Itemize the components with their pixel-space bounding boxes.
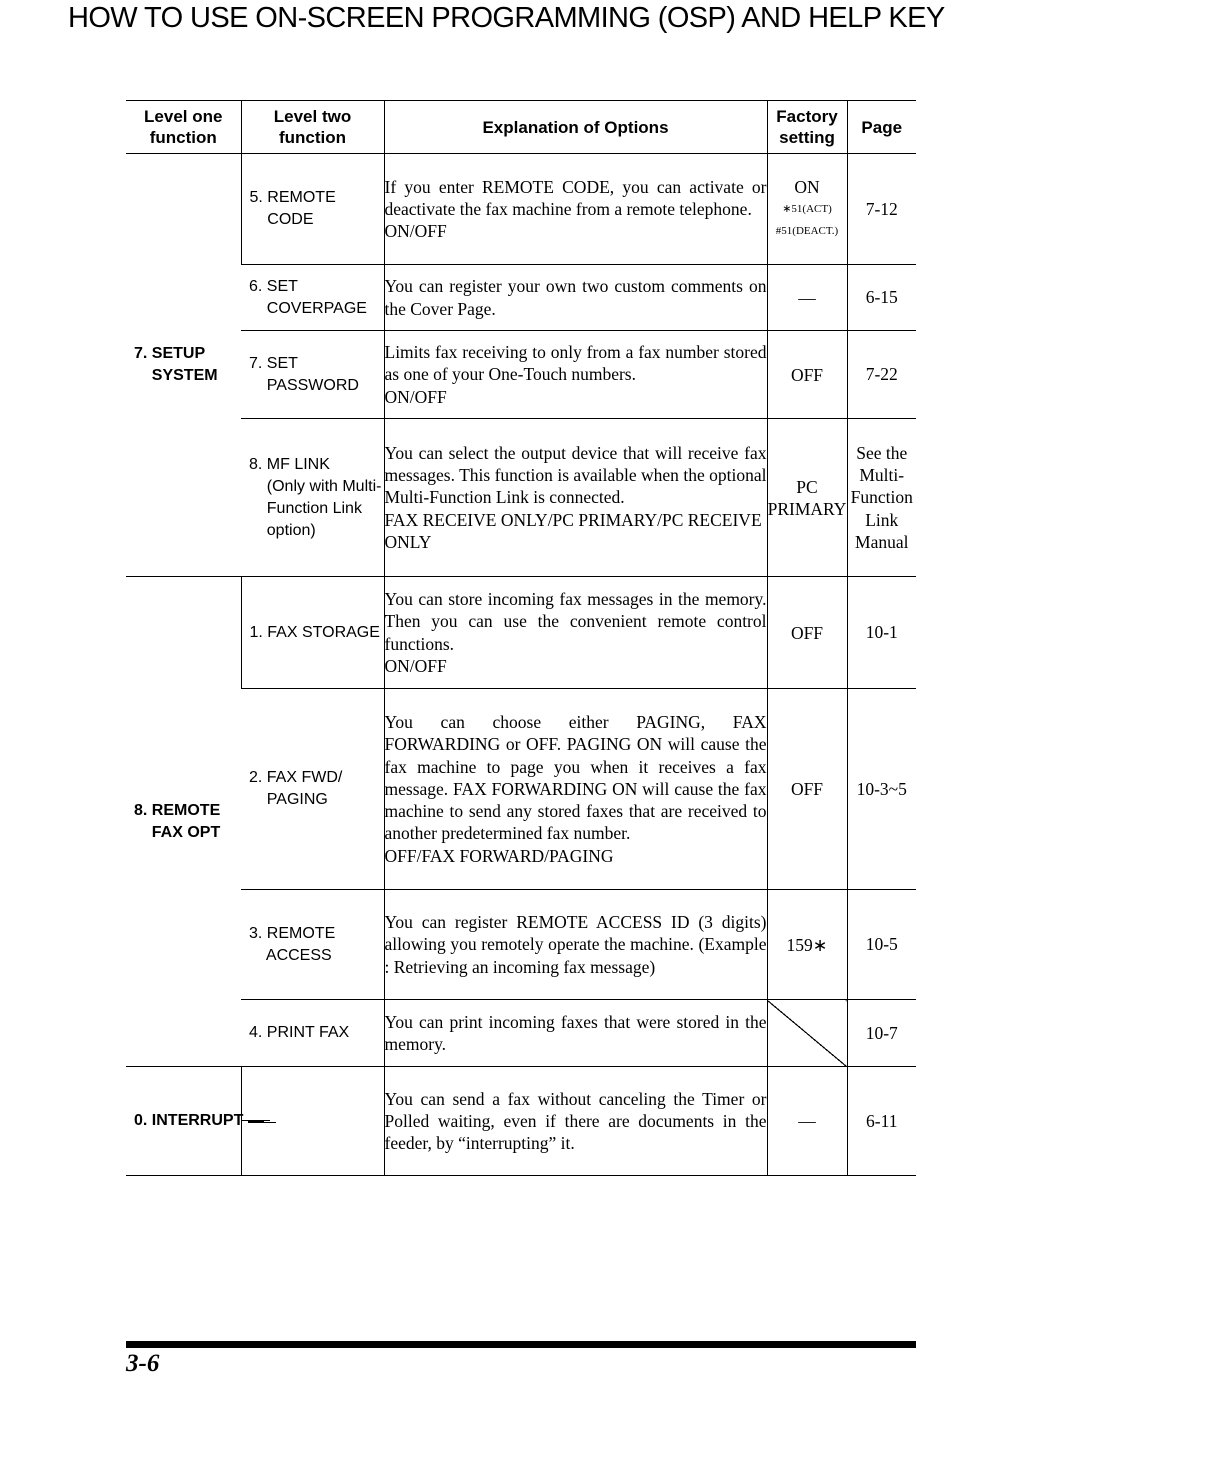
explanation-options: OFF/FAX FORWARD/PAGING [384,845,614,866]
level-two-line: 6. SET [249,277,298,295]
header-factory-line: setting [779,128,835,147]
page-reference [847,331,916,419]
footer-rule [126,1341,916,1348]
factory-setting-cell [767,419,847,577]
page-reference [847,689,916,890]
level-two-print-fax [241,1000,384,1067]
explanation-options: ON/OFF [384,221,447,242]
page-value: 10-5 [865,934,898,955]
header-level-two-line: Level two [273,107,352,126]
page-value: Link [865,509,899,530]
explanation-text: Limits fax receiving to only from a fax number stored as one of your One-Touch numbers. [384,342,767,385]
explanation-text: You can register your own two custom comments on the Cover Page. [384,276,767,319]
factory-value: 159∗ [786,934,828,955]
level-two-line: 1. FAX STORAGE [249,623,380,641]
level-two-line: 4. PRINT FAX [249,1024,350,1041]
level-two-line: PAGING [249,791,328,808]
explanation-text: You can choose either PAGING, FAX FORWARDING or OFF. PAGING ON will cause the fax machine to page you when it receives a fax message. FAX FORWARDING ON will cause the fax machine to send any stored faxes that are received to another predetermined fax number. [384,711,767,844]
explanation-cell [384,577,767,689]
factory-value: PC [796,476,818,497]
table-row [126,1000,916,1067]
level-two-remote-access [241,890,384,1000]
level-two-line: 5. REMOTE [249,189,336,206]
level-two-line: ACCESS [249,946,332,964]
explanation-options: ON/OFF [384,386,447,407]
factory-setting-not-applicable [767,1000,847,1067]
page-value: 7-12 [865,198,898,219]
explanation-cell [384,890,767,1000]
level-two-line: 7. SET [249,354,298,372]
level-two-line: (Only with Multi- [249,477,382,495]
level-two-none [241,1067,384,1176]
level-two-remote-code [241,154,384,265]
header-explanation: Explanation of Options [384,101,767,154]
table-row [126,154,916,265]
page-value: Function [850,487,913,508]
factory-setting-cell [767,689,847,890]
explanation-text: If you enter REMOTE CODE, you can activate or deactivate the fax machine from a remote telephone. [384,176,767,219]
explanation-cell [384,1000,767,1067]
header-level-one-line: function [149,128,217,147]
level-two-mf-link [241,419,384,577]
factory-value: PRIMARY [767,498,847,519]
factory-setting-cell [767,577,847,689]
explanation-cell [384,331,767,419]
page-value: 6-11 [866,1110,898,1131]
level-one-setup-system [126,154,241,577]
page-reference [847,577,916,689]
explanation-text: You can send a fax without canceling the Timer or Polled waiting, even if there are documents in the feeder, by “interrupting” it. [384,1088,767,1154]
explanation-text: You can register REMOTE ACCESS ID (3 digits) allowing you remotely operate the machine. (Example : Retrieving an incoming fax message) [384,912,767,977]
header-level-two-line: function [278,128,347,147]
page-reference [847,1000,916,1067]
explanation-text: You can select the output device that will receive fax messages. This function is available when the optional Multi-Function Link is connected. [384,442,767,508]
level-one-line: 8. REMOTE [134,801,221,819]
table-row [126,577,916,689]
page-reference [847,154,916,265]
level-two-line: COVERPAGE [249,299,367,317]
table-row [126,890,916,1000]
explanation-cell [384,265,767,331]
factory-value: ON [794,177,820,197]
page-reference [847,1067,916,1176]
factory-value-none: — [798,1111,816,1131]
level-one-remote-fax-opt [126,577,241,1067]
factory-value: OFF [790,622,824,643]
page-reference [847,419,916,577]
explanation-text: You can store incoming fax messages in the memory. Then you can use the convenient remote control functions. [384,588,767,654]
page-value: 10-3~5 [856,778,907,799]
factory-setting-cell [767,154,847,265]
factory-setting-cell [767,1067,847,1176]
level-two-line: CODE [249,211,314,228]
factory-setting-cell [767,265,847,331]
level-one-line: FAX OPT [134,823,221,841]
level-two-line: 8. MF LINK [249,455,330,473]
factory-code-deactivate: #51(DEACT.) [775,225,839,237]
explanation-cell [384,154,767,265]
header-factory-line: Factory [776,107,838,126]
level-one-interrupt [126,1067,244,1176]
level-two-line: Function Link [249,499,362,517]
table-row [126,1067,916,1176]
table-row [126,265,916,331]
header-level-one [126,101,241,154]
explanation-text: You can print incoming faxes that were stored in the memory. [384,1011,767,1054]
level-two-line: 3. REMOTE [249,924,336,942]
table-row [126,419,916,577]
level-two-line: 2. FAX FWD/ [249,769,343,786]
level-two-fax-fwd-paging [241,689,384,890]
page-value: See the [856,442,908,463]
table-row [126,689,916,890]
factory-setting-cell [767,331,847,419]
level-two-line: PASSWORD [249,376,359,394]
page-reference [847,265,916,331]
dash-mark [248,1122,276,1123]
factory-setting-cell [767,890,847,1000]
page-title: HOW TO USE ON-SCREEN PROGRAMMING (OSP) AND HELP KEY [68,2,945,34]
explanation-cell [384,419,767,577]
level-one-line: 0. INTERRUPT [134,1112,244,1129]
explanation-options: FAX RECEIVE ONLY/PC PRIMARY/PC RECEIVE ONLY [384,509,762,552]
explanation-cell [384,1067,767,1176]
table-row [126,331,916,419]
page-value: 10-1 [865,622,898,643]
page-value: 6-15 [865,287,898,308]
explanation-cell [384,689,767,890]
header-page: Page [847,101,916,154]
page-reference [847,890,916,1000]
header-factory-setting [767,101,847,154]
factory-value-none: — [798,287,816,308]
explanation-options: ON/OFF [384,655,447,676]
header-level-one-line: Level one [144,107,223,126]
level-two-line: option) [249,521,316,539]
page-value: 7-22 [865,364,898,385]
level-two-set-coverpage [241,265,384,331]
page-value: 10-7 [865,1022,898,1043]
osp-options-table [126,100,916,1176]
level-one-line: SYSTEM [134,367,218,384]
factory-value: OFF [790,779,824,799]
page-value: Multi- [859,465,905,486]
page-value: Manual [855,531,909,552]
factory-value: OFF [790,364,824,385]
level-two-set-password [241,331,384,419]
page-number: 3-6 [126,1350,160,1377]
table-header-row [126,101,916,154]
header-level-two [241,101,384,154]
level-one-line: 7. SETUP [134,345,206,362]
level-two-fax-storage [241,577,384,689]
factory-code-activate: ∗51(ACT) [782,203,832,215]
